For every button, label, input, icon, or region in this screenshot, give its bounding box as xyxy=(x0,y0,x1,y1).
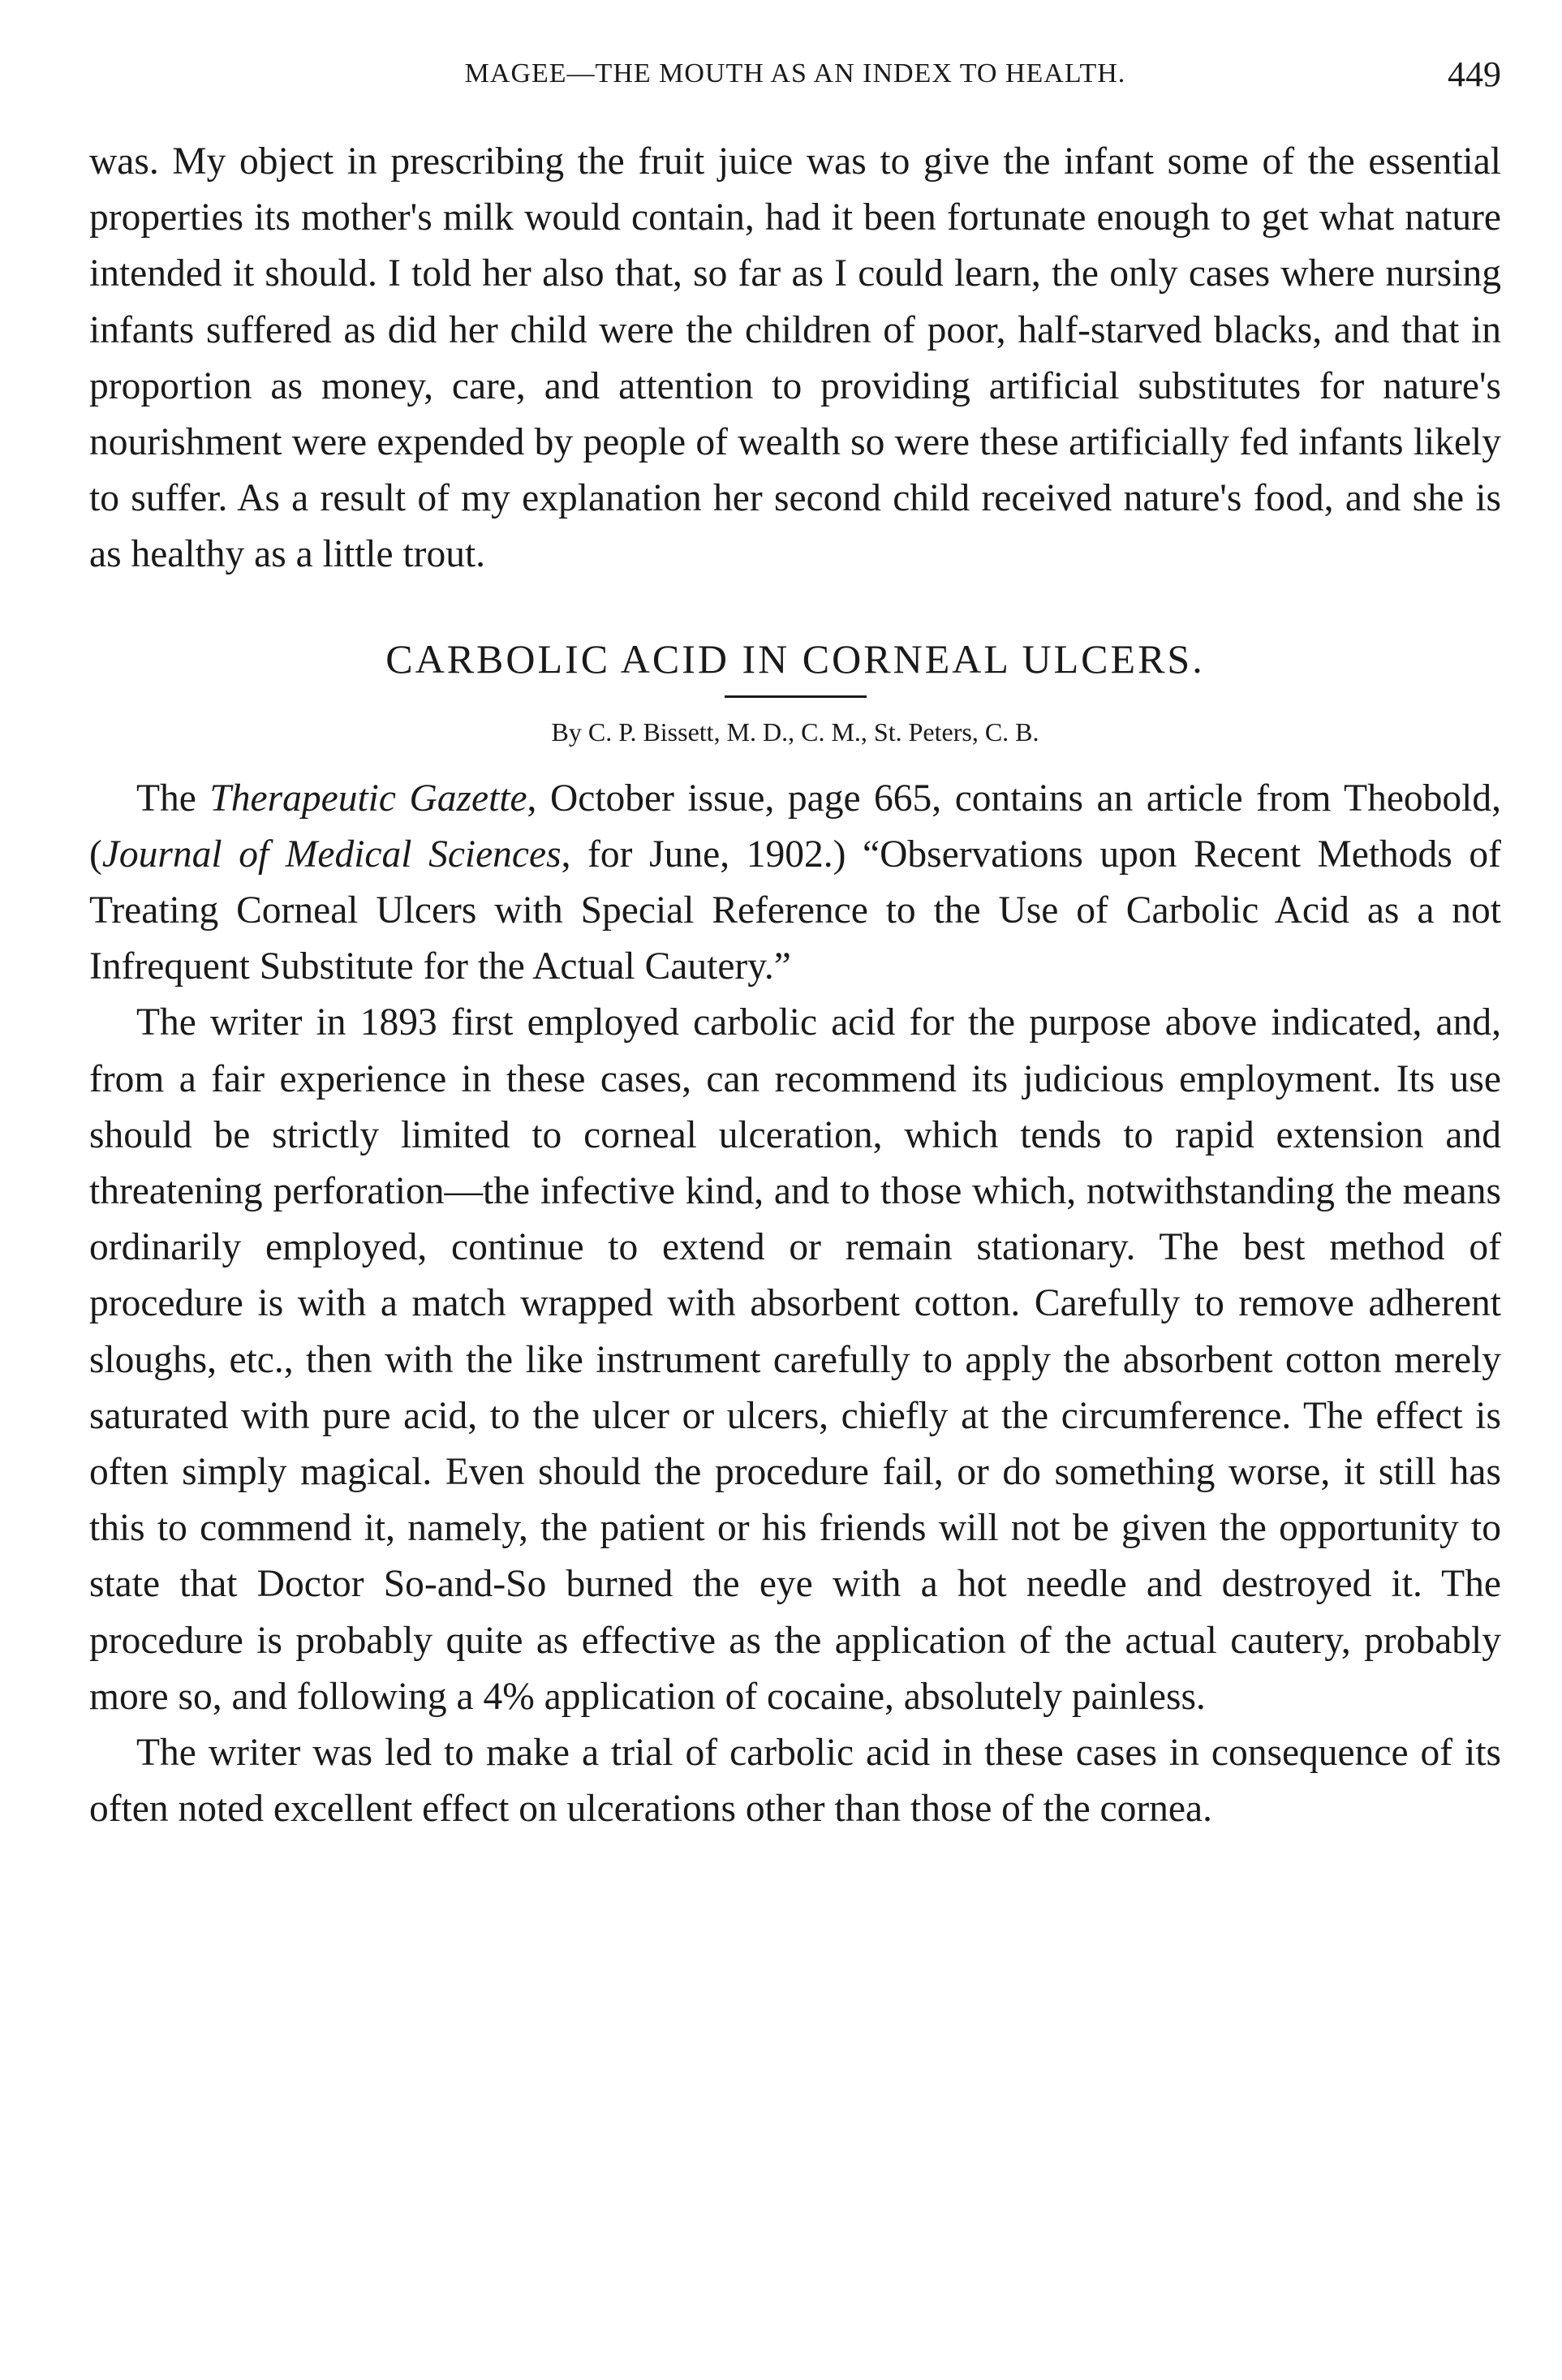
running-head: MAGEE—THE MOUTH AS AN INDEX TO HEALTH. xyxy=(464,58,1126,88)
article-paragraph-3: The writer was led to make a trial of carbolic acid in these cases in consequence of its often noted excellent effect on ulcerations other than those of the cornea. xyxy=(89,1732,1501,1831)
title-rule xyxy=(725,695,867,698)
continued-paragraph: was. My object in prescribing the fruit juice was to give the infant some of the essential properties its mother's milk would contain, had it been fortunate enough to get what nature intended it should. I told her also that, so far as I could learn, the only cases where nursing infants suffered as did her child were the children of poor, half-starved blacks, and that in proportion as money, care, and attention to providing artificial substitutes for nature's nourishment were expended by people of wealth so were these artificially fed infants likely to suffer. As a result of my explanation her second child received nature's food, and she is as healthy as a little trout. xyxy=(89,140,1501,576)
journal-name-therapeutic-gazette: Therapeutic Gazette xyxy=(209,777,527,820)
para1-text-3: , for June, 1902.) “Observations upon Recent Methods of Treating Corneal Ulcers with Special Reference to the Use of Carbolic Acid as a not Infrequent Substitute for the Actual Cautery.” xyxy=(89,833,1501,988)
page-body xyxy=(89,134,1501,1837)
article-byline: By C. P. Bissett, M. D., C. M., St. Peters, C. B. xyxy=(551,717,1039,747)
article-title: CARBOLIC ACID IN CORNEAL ULCERS. xyxy=(385,635,1205,682)
page-number: 449 xyxy=(1448,54,1501,94)
para1-text-2: , October issue, page 665, contains an article from Theobold, ( xyxy=(89,777,1501,876)
article-paragraph-1 xyxy=(89,771,1501,996)
journal-name-medical-sciences: Journal of Medical Sciences xyxy=(101,833,562,876)
para1-text-1: The xyxy=(136,777,210,820)
article-paragraph-2: The writer in 1893 first employed carbolic acid for the purpose above indicated, and, from a fair experience in these cases, can recommend its judicious employment. Its use should be strictly limited to corneal ulceration, which tends to rapid extension and threatening perforation—the infective kind, and to those which, notwithstanding the means ordinarily employed, continue to extend or remain stationary. The best method of procedure is with a match wrapped with absorbent cotton. Carefully to remove adherent sloughs, etc., then with the like instrument carefully to apply the absorbent cotton merely saturated with pure acid, to the ulcer or ulcers, chiefly at the circumference. The effect is often simply magical. Even should the procedure fail, or do something worse, it still has this to commend it, namely, the patient or his friends will not be given the opportunity to state that Doctor So-and-So burned the eye with a hot needle and destroyed it. The procedure is probably quite as effective as the application of the actual cautery, probably more so, and following a 4% application of cocaine, absolutely painless. xyxy=(89,1001,1501,1718)
page-header xyxy=(89,54,1501,107)
